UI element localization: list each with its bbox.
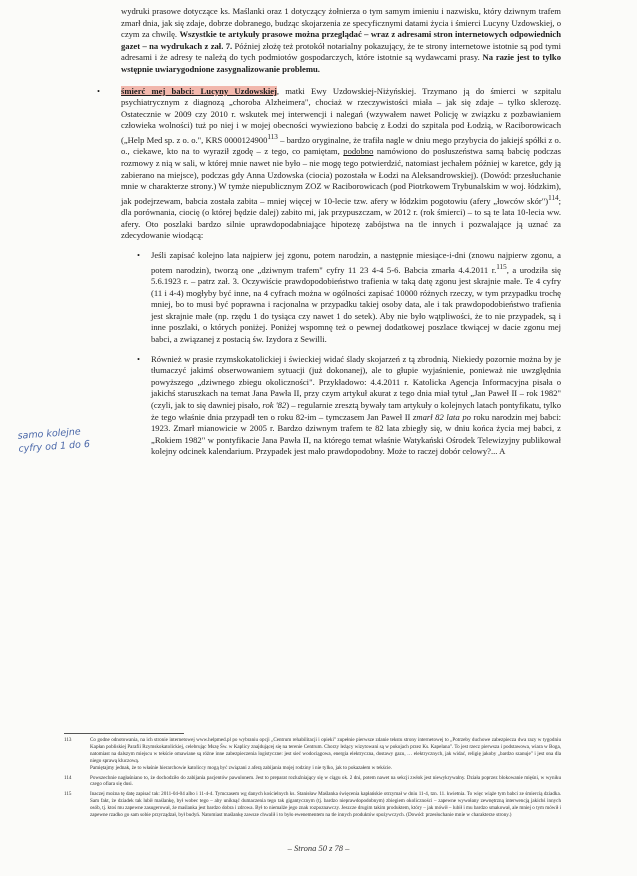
footnote-ref-114: 114	[548, 193, 559, 202]
bullet-point-icon: •	[97, 85, 101, 96]
bullet-point-icon: •	[137, 250, 141, 260]
bullet-grandmother-death: • śmierć mej babci: Lucyny Uzdowskiej, matki Ewy Uzdowskiej-Niżyńskiej. Trzymano ją do śmierci w szpitalu psychiatrycznym z diagnozą „choroba Alzheimera", chociaż w rzeczywistości miała – jak się zdaje – tylko sklerozę. Ostatecznie w 2009 czy 2010 r. wskutek mej interwencji i nalegań (wzywałem nawet Policję w związku z pozbawianiem człowieka wolności) tuż po niej i w mojej obecności wywieziono babcię z Łodzi do szpitala pod Łodzią, w Raciborowicach („Help Med sp. z o. o.", KRS 0000124900$^{113}$ – bardzo oryginalne, że trafiła nagle w dniu mego przybycia do jakiejś spółki z o. o., ciekawe, kto na to wyraził zgodę – z tego, co pamiętam, podobno namówiono do posłuszeństwa samą babcię podczas rozmowy z nią w sali, w której mnie nawet nie było – nie mogę tego potwierdzić, natomiast jechałem później w karetce, gdy ją zabierano na miejsce), podczas gdy Anna Uzdowska (ciocia) pozostała w Łodzi na Aleksandrowskiej). (Dowód: przesłuchanie mnie w charakterze strony.) W tymże niepublicznym ZOZ w Raciborowicach (pod Piotrkowem Trybunalskim w woj. łódzkim), jak podejrzewam, babcia została zabita – mniej więcej w 10-lecie tzw. afery w łódzkim pogotowiu (afery „łowców skór")$^{114}$; dla porównania, ciocię (o której będzie dalej) zabito mi, jak przypuszczam, w 2012 r. (rok śmierci) – to są te lata 10-lecia ww. afery. Oto poszlaki bardzo silnie uprawdopodabniające hipotezę zabójstwa na tle innych i pozwalające ją uznać za zdecydowanie wiodącą: • Jeśli zapisać kolejno lata najpierw jej zgonu, potem narodzin, a następnie miesiące-i-dni (znowu najpierw zgonu, a potem narodzin), tworzą one „dziwnym trafem" cyfry 11 23 4-4 5-6. Babcia zmarła 4.4.2011 r.$^{115}$, a urodziła się 5.6.1923 r. – patrz zał. 3. Oczywiście prawdopodobieństwo trafienia w taką datę zgonu jest skrajnie małe. Te 4 cyfry (11 i 4-4) mogłyby być inne, na 4 cyfrach można w ogólności zapisać 10000 różnych rzeczy, w tym przypadku trochę mniej, bo to musi być poprawna i racjonalna w przypadku takiej osoby data, ale i tak prawdopodobieństwo trafienia jest skrajnie małe (np. rzędu 1 do tysiąca czy nawet 1 do setek). Aby nie było wątpliwości, że to nie przypadek, są i inne poszlaki, o których poniżej. Poniżej wspomnę też o pewnej dodatkowej poszlace tkwiącej w dacie zgonu mej babci, a związanej z postacią św. Izydora z Sewilli. • Również w prasie rzymskokatolickiej i świeckiej widać ślady skojarzeń z tą zbrodnią. Niekiedy pozornie można by je tłumaczyć jakimś obserwowaniem sytuacji (już dokonanej), ale to głupie wyjaśnienie, ponieważ nie uwzględnia powyższego „dziwnego zbiegu okoliczności". Przykładowo: 4.4.2011 r. Katolicka Agencja Informacyjna pisała o jakichś staruszkach na temat Jana Pawła II, przy czym artykuł akurat z tego dnia miał tytuł „Jan Paweł II – rok 1982" (czyli, jak to się dawniej pisało, rok '82) – regularnie zresztą bywały tam artykuły o kolejnych latach pontyfikatu, tylko że tego właśnie dnia przypadł ten o roku 82-im – tymczasem Jan Paweł II zmarł 82 lata po roku narodzin mej babci: 1923. Zmarł mianowicie w 2005 r. Bardzo dziwnym trafem te 82 lata zbiegły się, w dniu końca życia mej babci, z „Rokiem 1982" w pontyfikacie Jana Pawła II, na którego temat właśnie Watykański Ośrodek Telewizyjny publikował kolejny odcinek kalendarium. Przypadek jest mało prawdopodobny. Może to raczej dobór celowy?... A	[97, 85, 562, 457]
paragraph-press-printouts: wydruki prasowe dotyczące ks. Maślanki oraz 1 dotyczący żołnierza o tym samym imieniu i nazwisku, który dziwnym trafem zmarł dnia, jak się zdaje, dobrze dobranego, budząc skojarzenia ze specyficznymi datami życia i śmierci Lucyny Uzdowskiej, o czym za chwilę. Wszystkie te artykuły prasowe można przeglądać – wraz z adresami stron internetowych odpowiednich gazet – na wydrukach z zał. 7. Później złożę też protokół notarialny pokazujący, że te strony internetowe istotnie są pod tymi adresami i że adresy te należą do tych podmiotów gospodarczych, które istotnie są wydawcami prasy. Na razie jest to tylko wstępnie uwiarygodnione zasygnalizowanie problemu.	[121, 6, 561, 74]
bullet-point-icon: •	[137, 353, 141, 364]
footnote-114	[64, 775, 561, 789]
footnote-number: 115	[64, 791, 72, 798]
footnote-text: Co godne odnotowania, na ich stronie internetowej www.helpmed.pl po wybraniu opcji „Centrum rehabilitacji i opieki" zupełnie pierwsze zdanie tekstu strony internetowej to „Potrzeby duchowe zabezpiecza dwa razy w tygodniu Kapłan pobliskiej Parafii Rzymskokatolickiej, celebrując Mszę Św. w Kaplicy znajdującej się na terenie Centrum. Chorzy leżący wizytowani są w pokojach przez Ks. Kapelana". To jest rzecz pierwsza i podstawowa, wiara w Boga, natomiast na dalszym miejscu w tekście omawiane są różne inne zabezpieczenia logistyczne: jest sieć wodociągowa, energia elektryczna, dostawy gazu, … elektrycznych, jak widać, religię jakoby „bardzo szanuje" i jest ona dla niego sprawą kluczową. Pamiętajmy jednak, że to właśnie hierarchowie katoliccy mogą być związani z aferą zabijania mojej rodziny i nie tylko, jak to pokazałem w tekście.	[90, 737, 561, 771]
footnote-text: Inaczej można tę datę zapisać tak: 2011-04-04 albo i 11-4-4. Tymczasem wg danych kościelnych ks. Stanisław Maślanka święcenia kapłańskie otrzymał w dniu 11-4, tzn. 11. kwietnia. To więc wiąże tym babci ze śmiercią dziadka. Sam fakt, że dziadek tak lubił maślankę, był wobec tego – aby uniknąć dumaczenia tego tak gigantycznym (tj. bardzo nieprawdopodobnym) zbiegiem okoliczności – zapewne wywołany zewnętrzną interwencją jakichś innych osób, tj. ktoś mu zapewne zasugerował, że maślanka jest bardzo dobra i zdrowa. Był to niemalże jego znak rozpoznawczy. Jeszcze drugim takim produktem, który – jak mówił – lubił i mu bardzo smakował, ale mniej o tym mówił i zapewne rzadko go sam sobie przyrządzał, był budyń. Natomiast maślankę zawsze chwalił i to było ewenementem na tle innych produktów spożywczych. (Dowód: przesłuchanie mnie w charakterze strony.)	[90, 791, 561, 819]
page-number: – Strona 50 z 78 –	[287, 843, 350, 853]
main-text	[97, 6, 562, 458]
footnote-separator	[64, 733, 184, 734]
highlighted-heading: śmierć mej babci: Lucyny Uzdowskiej	[121, 85, 277, 96]
handwritten-margin-note: samo kolejne cyfry od 1 do 6	[17, 426, 91, 455]
footnotes	[64, 737, 561, 822]
footnote-number: 113	[64, 737, 72, 743]
footnote-ref-113: 113	[267, 132, 278, 141]
footnote-text: Powszechnie nagłaśniano to, że dochodziło do zabijania pacjentów pawulonem. Jest to preparat rozluźniający się w ciągu ok. 2 dni, potem nawet na sekcji zwłok jest niewykrywalny. Działa poprzez blokowanie mięśni, w wyniku czego ofiara się dusi.	[90, 774, 561, 788]
footnote-number: 114	[64, 774, 72, 781]
footnote-115	[64, 791, 561, 819]
footnote-ref-115: 115	[496, 262, 507, 271]
subbullet-press-associations: • Również w prasie rzymskokatolickiej i świeckiej widać ślady skojarzeń z tą zbrodnią. Niekiedy pozornie można by je tłumaczyć jakimś obserwowaniem sytuacji (już dokonanej), ale to głupie wyjaśnienie, ponieważ nie uwzględnia powyższego „dziwnego zbiegu okoliczności". Przykładowo: 4.4.2011 r. Katolicka Agencja Informacyjna pisała o jakichś staruszkach na temat Jana Pawła II, przy czym artykuł akurat z tego dnia miał tytuł „Jan Paweł II – rok 1982" (czyli, jak to się dawniej pisało, rok '82) – regularnie zresztą bywały tam artykuły o kolejnych latach pontyfikatu, tylko że tego właśnie dnia przypadł ten o roku 82-im – tymczasem Jan Paweł II zmarł 82 lata po roku narodzin mej babci: 1923. Zmarł mianowicie w 2005 r. Bardzo dziwnym trafem te 82 lata zbiegły się, w dniu końca życia mej babci, z „Rokiem 1982" w pontyfikacie Jana Pawła II, na którego temat właśnie Watykański Ośrodek Telewizyjny publikował kolejny odcinek kalendarium. Przypadek jest mało prawdopodobny. Może to raczej dobór celowy?... A	[137, 353, 562, 457]
subbullet-date-digits: • Jeśli zapisać kolejno lata najpierw jej zgonu, potem narodzin, a następnie miesiące-i-dni (znowu najpierw zgonu, a potem narodzin), tworzą one „dziwnym trafem" cyfry 11 23 4-4 5-6. Babcia zmarła 4.4.2011 r.$^{115}$, a urodziła się 5.6.1923 r. – patrz zał. 3. Oczywiście prawdopodobieństwo trafienia w taką datę zgonu jest skrajnie małe. Te 4 cyfry (11 i 4-4) mogłyby być inne, na 4 cyfrach można w ogólności zapisać 10000 różnych rzeczy, w tym przypadku trochę mniej, bo to musi być poprawna i racjonalna w przypadku takiej osoby data, ale i tak prawdopodobieństwo trafienia jest skrajnie małe (np. rzędu 1 do tysiąca czy nawet 1 do setek). Aby nie było wątpliwości, że to nie przypadek, są i inne poszlaki, o których poniżej. Poniżej wspomnę też o pewnej dodatkowej poszlace tkwiącej w dacie zgonu mej babci, a związanej z postacią św. Izydora z Sewilli.	[137, 250, 561, 345]
footnote-113	[64, 737, 561, 772]
